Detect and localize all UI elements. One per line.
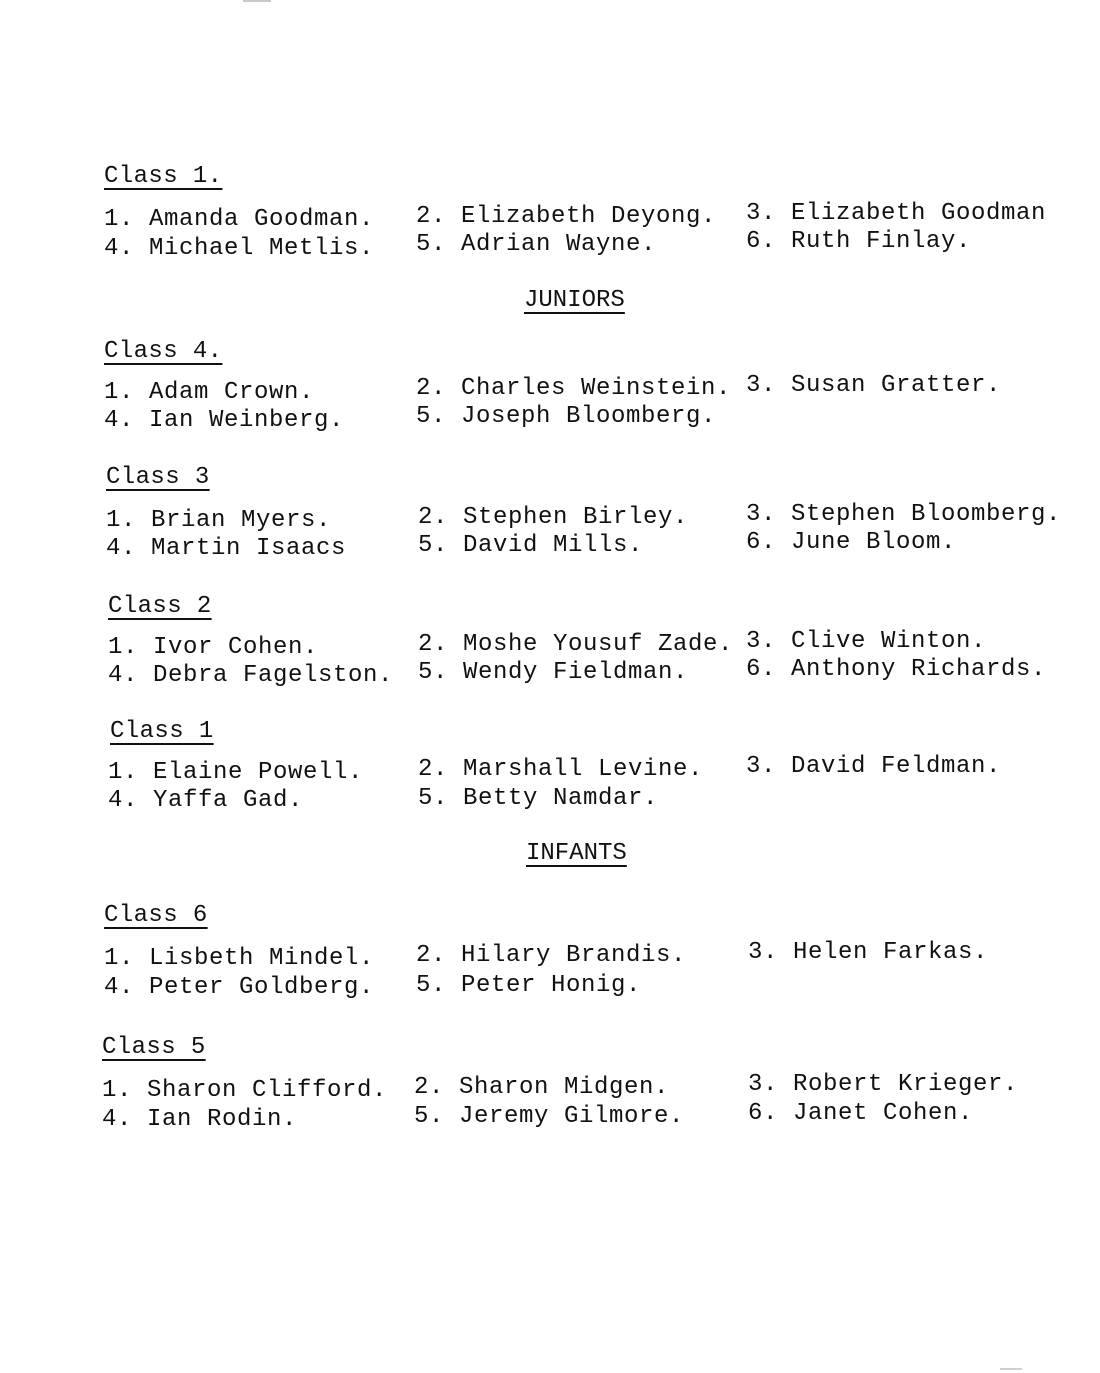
list-item: 6. Anthony Richards. xyxy=(746,656,1047,683)
class-heading: Class 5 xyxy=(102,1034,206,1061)
list-item: 3. David Feldman. xyxy=(746,753,1002,780)
list-item: 2. Moshe Yousuf Zade. xyxy=(418,631,734,658)
list-item: 5. Betty Namdar. xyxy=(418,785,659,812)
scan-mark-top xyxy=(243,0,271,2)
section-title-juniors: JUNIORS xyxy=(524,287,625,314)
list-item: 4. Michael Metlis. xyxy=(104,235,375,262)
list-item: 5. David Mills. xyxy=(418,532,644,559)
list-item: 1. Adam Crown. xyxy=(104,379,315,406)
list-item: 5. Adrian Wayne. xyxy=(416,231,657,258)
class-heading: Class 1 xyxy=(110,718,214,745)
list-item: 1. Amanda Goodman. xyxy=(104,206,375,233)
list-item: 4. Ian Weinberg. xyxy=(104,407,345,434)
list-item: 2. Sharon Midgen. xyxy=(414,1074,670,1101)
list-item: 1. Ivor Cohen. xyxy=(108,634,319,661)
list-item: 4. Yaffa Gad. xyxy=(108,787,304,814)
list-item: 6. Janet Cohen. xyxy=(748,1100,974,1127)
list-item: 3. Susan Gratter. xyxy=(746,372,1002,399)
list-item: 3. Stephen Bloomberg. xyxy=(746,501,1062,528)
list-item: 4. Debra Fagelston. xyxy=(108,662,394,689)
list-item: 5. Joseph Bloomberg. xyxy=(416,403,717,430)
list-item: 6. Ruth Finlay. xyxy=(746,228,972,255)
list-item: 5. Jeremy Gilmore. xyxy=(414,1103,685,1130)
list-item: 4. Peter Goldberg. xyxy=(104,974,375,1001)
list-item: 1. Brian Myers. xyxy=(106,507,332,534)
class-heading: Class 1. xyxy=(104,163,223,190)
section-title-infants: INFANTS xyxy=(526,840,627,867)
class-heading: Class 4. xyxy=(104,338,223,365)
list-item: 2. Hilary Brandis. xyxy=(416,942,687,969)
list-item: 3. Helen Farkas. xyxy=(748,939,989,966)
class-heading: Class 3 xyxy=(106,464,210,491)
list-item: 3. Clive Winton. xyxy=(746,628,987,655)
scan-mark-bottom xyxy=(1000,1368,1022,1370)
list-item: 1. Lisbeth Mindel. xyxy=(104,945,375,972)
list-item: 2. Charles Weinstein. xyxy=(416,375,732,402)
list-item: 5. Wendy Fieldman. xyxy=(418,659,689,686)
list-item: 4. Ian Rodin. xyxy=(102,1106,298,1133)
list-item: 1. Sharon Clifford. xyxy=(102,1077,388,1104)
list-item: 4. Martin Isaacs xyxy=(106,535,347,562)
list-item: 6. June Bloom. xyxy=(746,529,957,556)
list-item: 3. Robert Krieger. xyxy=(748,1071,1019,1098)
list-item: 2. Stephen Birley. xyxy=(418,504,689,531)
class-heading: Class 6 xyxy=(104,902,208,929)
class-heading: Class 2 xyxy=(108,593,212,620)
list-item: 5. Peter Honig. xyxy=(416,972,642,999)
list-item: 2. Marshall Levine. xyxy=(418,756,704,783)
list-item: 1. Elaine Powell. xyxy=(108,759,364,786)
list-item: 2. Elizabeth Deyong. xyxy=(416,203,717,230)
list-item: 3. Elizabeth Goodman xyxy=(746,200,1047,227)
